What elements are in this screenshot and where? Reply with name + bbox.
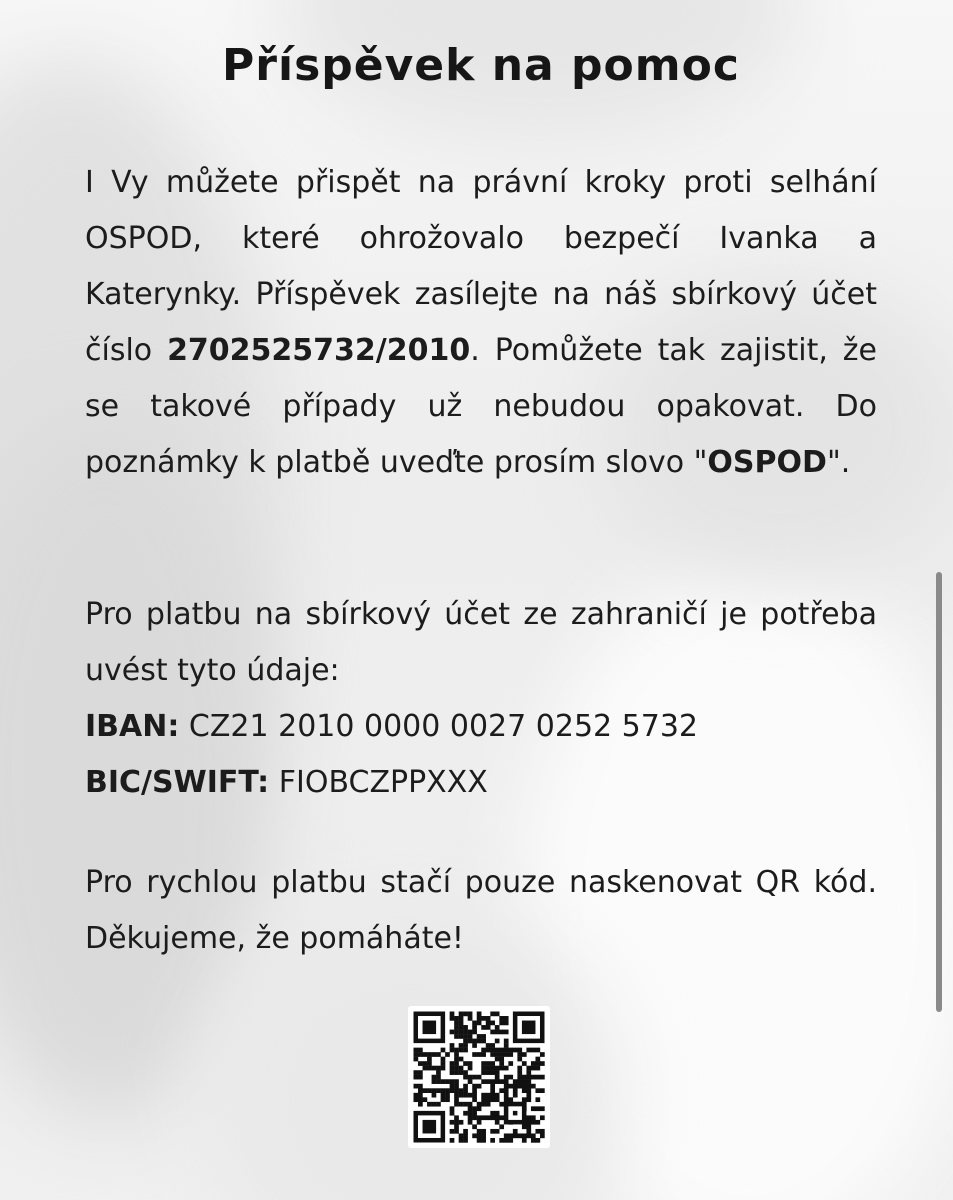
foreign-payment-intro: Pro platbu na sbírkový účet ze zahraničí je potřeba uvést tyto údaje: xyxy=(85,597,877,688)
bic-row xyxy=(85,755,877,811)
donation-text-end: ". xyxy=(826,445,851,480)
donation-text-middle: . Pomůžete tak zajistit, že se takové případy už nebudou opakovat. Do poznámky k platbě uveďte prosím slovo " xyxy=(85,333,877,480)
bic-value: FIOBCZPPXXX xyxy=(278,765,488,800)
foreign-payment-paragraph xyxy=(85,587,877,811)
iban-value: CZ21 2010 0000 0027 0252 5732 xyxy=(188,709,698,744)
donation-text-intro: I Vy můžete přispět na právní kroky proti selhání OSPOD, které ohrožovalo bezpečí Ivanka a Katerynky. Příspěvek zasílejte na náš sbírkový účet číslo xyxy=(85,165,877,368)
bic-label: BIC/SWIFT: xyxy=(85,765,270,800)
qr-code-graphic xyxy=(408,1006,550,1148)
donation-paragraph xyxy=(85,155,877,491)
account-number: 2702525732/2010 xyxy=(167,333,471,368)
page-title: Příspěvek na pomoc xyxy=(222,40,740,91)
iban-label: IBAN: xyxy=(85,709,180,744)
iban-row xyxy=(85,699,877,755)
payment-note-keyword: OSPOD xyxy=(707,445,827,480)
qr-code-icon xyxy=(408,1006,550,1148)
scrollbar-thumb[interactable] xyxy=(936,572,942,1012)
qr-paragraph: Pro rychlou platbu stačí pouze naskenovat QR kód. Děkujeme, že pomáháte! xyxy=(85,865,877,956)
